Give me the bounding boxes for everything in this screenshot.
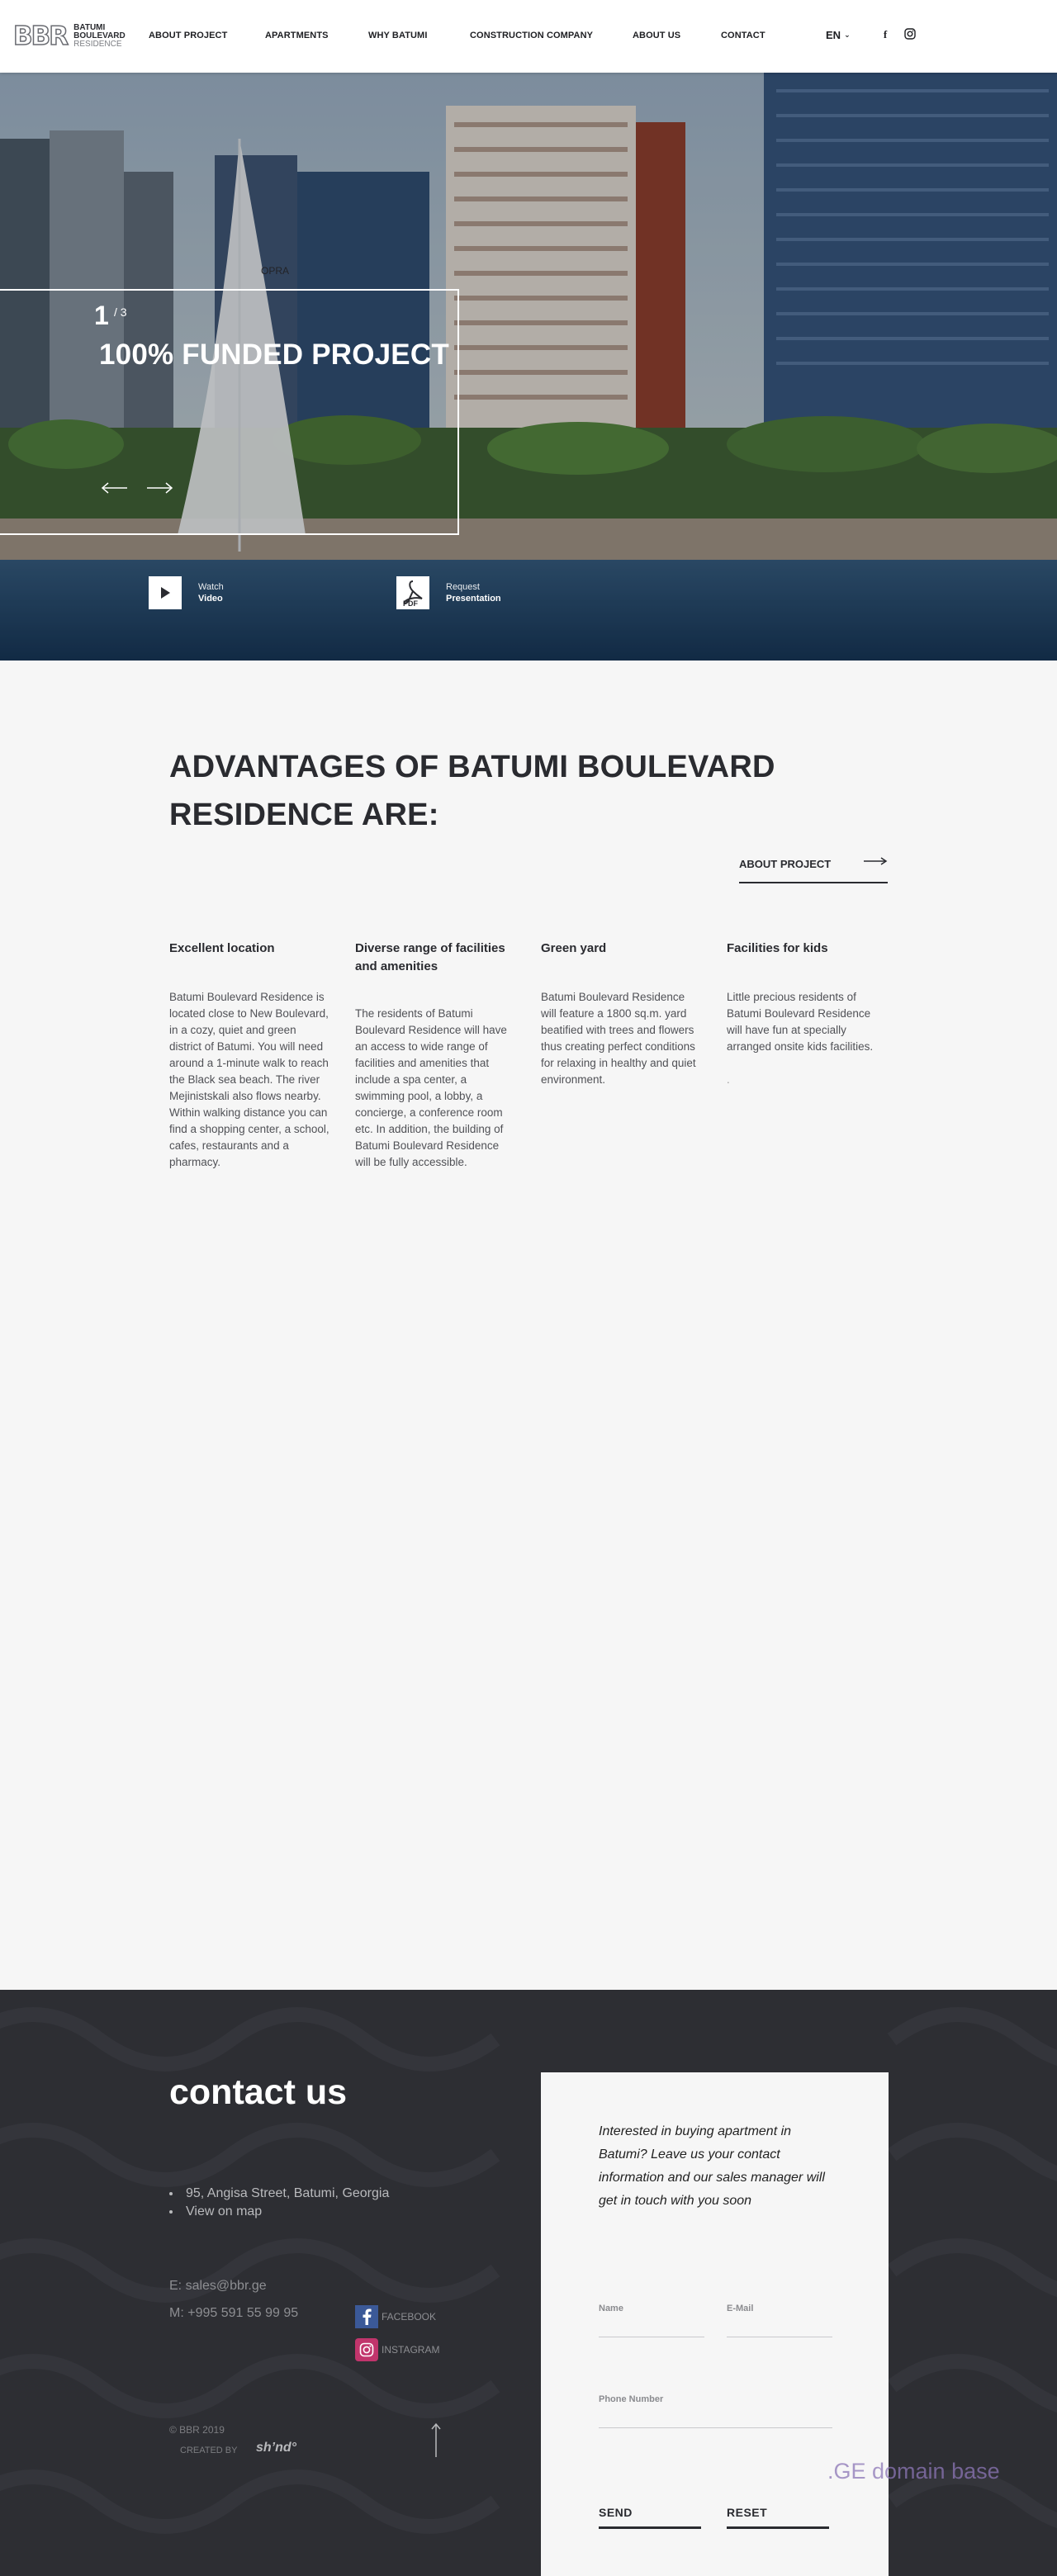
nav-construction-company[interactable]: CONSTRUCTION COMPANY bbox=[470, 31, 594, 40]
slide-counter-current: 1 bbox=[94, 301, 109, 330]
feature-green-yard: Green yard Batumi Boulevard Residence will feature a 1800 sq.m. yard beatified with trees and flowers thus creating perfect conditions for relaxing in healthy and quiet environment. bbox=[541, 941, 696, 1086]
request-presentation-button[interactable]: PDF Request Presentation bbox=[396, 576, 501, 609]
name-field[interactable]: Name bbox=[599, 2304, 704, 2337]
facebook-icon bbox=[355, 2305, 378, 2328]
nav-about-us[interactable]: ABOUT US bbox=[633, 31, 681, 40]
about-project-link[interactable]: ABOUT PROJECT bbox=[739, 850, 888, 883]
address-list bbox=[169, 2185, 389, 2221]
nav-contact[interactable]: CONTACT bbox=[721, 31, 765, 40]
chevron-down-icon: ⌄ bbox=[844, 31, 851, 39]
nav-apartments[interactable]: APARTMENTS bbox=[265, 31, 329, 40]
contact-form bbox=[541, 2072, 889, 2576]
view-on-map-link[interactable]: View on map bbox=[169, 2203, 389, 2221]
address-text: 95, Angisa Street, Batumi, Georgia bbox=[169, 2185, 389, 2203]
send-button[interactable]: SEND bbox=[599, 2498, 701, 2529]
instagram-icon[interactable] bbox=[903, 28, 917, 41]
nav-why-batumi[interactable]: WHY BATUMI bbox=[368, 31, 428, 40]
pdf-icon-label: PDF bbox=[403, 599, 418, 607]
feature-facilities: Diverse range of facilities and amenities The residents of Batumi Boulevard Residence will have an access to wide range of facilities and amenities that include a spa center, a swimming pool, a lobby, a concierge, a conference room etc. In addition, the building of Batumi Boulevard Residence will be fully accessible. bbox=[355, 941, 507, 1168]
phone-link[interactable]: M: +995 591 55 99 95 bbox=[169, 2306, 299, 2320]
slide-prev-arrow-icon[interactable] bbox=[101, 481, 129, 495]
slide-counter-total: / 3 bbox=[114, 305, 127, 319]
email-field[interactable]: E-Mail bbox=[727, 2304, 832, 2337]
slide-frame bbox=[0, 289, 459, 535]
copyright: © BBR 2019 bbox=[169, 2424, 225, 2436]
footer-pattern bbox=[0, 1990, 1057, 2576]
slide-next-arrow-icon[interactable] bbox=[145, 481, 173, 495]
feature-kids: Facilities for kids Little precious residents of Batumi Boulevard Residence will have fun at specially arranged onsite kids facilities. . bbox=[727, 940, 888, 1088]
phone-number-field[interactable]: Phone Number bbox=[599, 2394, 832, 2428]
scroll-to-top-arrow-icon[interactable] bbox=[429, 2422, 443, 2463]
email-link[interactable]: E: sales@bbr.ge bbox=[169, 2279, 267, 2293]
language-selector[interactable]: EN ⌄ bbox=[826, 29, 851, 41]
logo-text: BATUMI BOULEVARD RESIDENCE bbox=[73, 23, 126, 49]
hero-slider bbox=[0, 73, 1057, 661]
site-header bbox=[0, 0, 1057, 73]
form-intro: Interested in buying apartment in Batumi? Leave us your contact information and our sales manager will get in touch with you soon bbox=[599, 2124, 825, 2208]
contact-title: contact us bbox=[169, 2072, 348, 2112]
creator-logo[interactable]: sh’nd° bbox=[256, 2441, 297, 2455]
sail-text: OPRA bbox=[261, 265, 290, 277]
reset-button[interactable]: RESET bbox=[727, 2498, 829, 2529]
pdf-icon bbox=[396, 576, 429, 609]
logo-mark: BBR bbox=[13, 21, 68, 51]
arrow-right-icon bbox=[863, 857, 888, 869]
nav-about-project[interactable]: ABOUT PROJECT bbox=[149, 31, 228, 40]
kids-note: . bbox=[727, 1073, 730, 1086]
footer-facebook-link[interactable]: FACEBOOK bbox=[355, 2305, 436, 2328]
play-icon bbox=[149, 576, 182, 609]
footer-instagram-link[interactable]: INSTAGRAM bbox=[355, 2338, 439, 2361]
slide-title: 100% FUNDED PROJECT bbox=[99, 339, 449, 371]
advantages-title: ADVANTAGES OF BATUMI BOULEVARD RESIDENCE ARE: bbox=[169, 750, 775, 832]
watch-video-button[interactable]: Watch Video bbox=[149, 576, 224, 609]
facebook-icon[interactable]: f bbox=[883, 28, 888, 40]
created-by-label: CREATED BY bbox=[180, 2446, 238, 2455]
feature-excellent-location: Excellent location Batumi Boulevard Residence is located close to New Boulevard, in a cozy, quiet and green district of Batumi. You will need around a 1-minute walk to reach the Black sea beach. The river Mejinistskali also flows nearby. Within walking distance you can find a shopping center, a school, cafes, restaurants and a pharmacy. bbox=[169, 941, 329, 1168]
instagram-icon bbox=[355, 2338, 378, 2361]
contact-footer bbox=[0, 1990, 1057, 2576]
logo[interactable] bbox=[13, 23, 126, 50]
watermark-text: .GE domain base bbox=[827, 2459, 1000, 2484]
